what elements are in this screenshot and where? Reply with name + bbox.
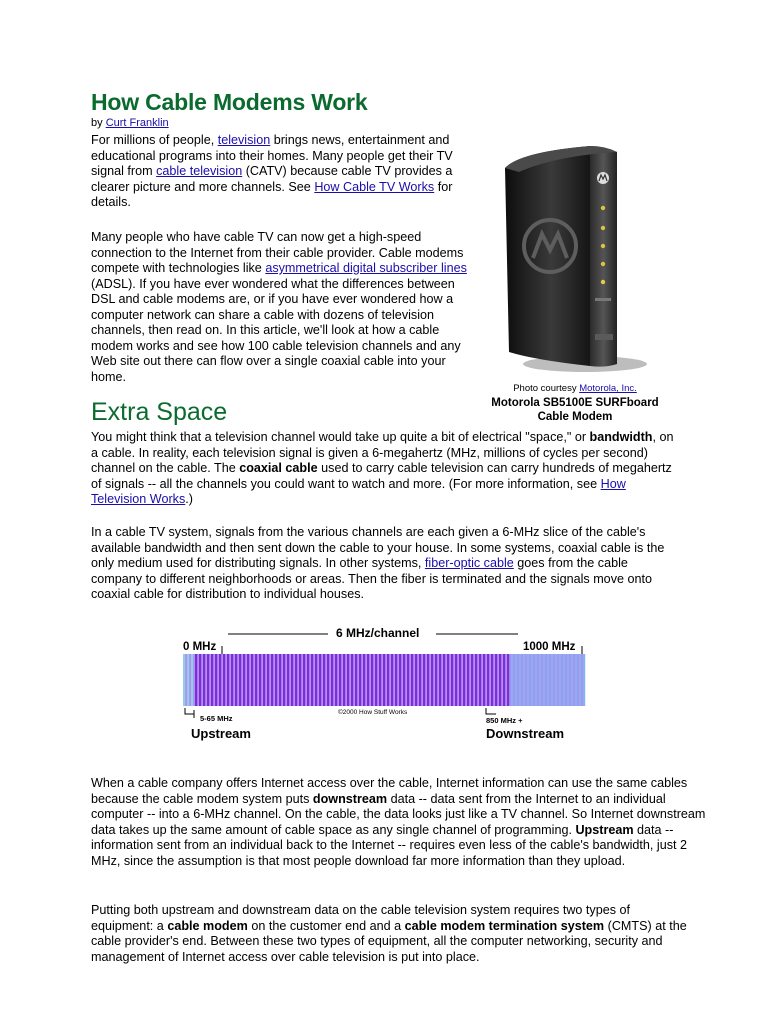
- downstream-stripe: [563, 654, 565, 706]
- text-run: In a cable TV system, signals from the various channels are each given a 6-MHz slice of the cable's available bandwidth and then sent down the cable to your house. In some systems, coaxial cable is the only medium used for distributing signals. In other systems,: [91, 525, 665, 570]
- channel-stripe: [371, 654, 373, 706]
- downstream-stripe: [531, 654, 533, 706]
- channel-stripe: [199, 654, 201, 706]
- modem-photo: [495, 138, 655, 378]
- inline-link[interactable]: asymmetrical digital subscriber lines: [265, 261, 467, 275]
- channel-stripe: [347, 654, 349, 706]
- inline-link[interactable]: How Cable TV Works: [314, 179, 435, 194]
- channel-stripe: [423, 654, 425, 706]
- channel-stripe: [335, 654, 337, 706]
- downstream-stripe: [539, 654, 541, 706]
- downstream-stripe: [579, 654, 581, 706]
- bold-term: cable modem termination system: [404, 918, 605, 933]
- upstream-stripe: [187, 654, 189, 706]
- channel-stripe: [503, 654, 505, 706]
- channel-stripe: [339, 654, 341, 706]
- text-run: on the customer end and a: [247, 918, 405, 933]
- channel-stripe: [403, 654, 405, 706]
- downstream-stripe: [523, 654, 525, 706]
- channel-stripe: [263, 654, 265, 706]
- channel-stripe: [487, 654, 489, 706]
- channel-stripe: [439, 654, 441, 706]
- downstream-stripe: [511, 654, 513, 706]
- channel-stripe: [367, 654, 369, 706]
- channel-stripe: [259, 654, 261, 706]
- channel-stripe: [491, 654, 493, 706]
- channel-stripe: [219, 654, 221, 706]
- downstream-stripe: [571, 654, 573, 706]
- inline-link[interactable]: How Television Works: [91, 476, 626, 506]
- channel-stripe: [295, 654, 297, 706]
- channel-stripe: [351, 654, 353, 706]
- channel-stripe: [239, 654, 241, 706]
- channel-stripe: [435, 654, 437, 706]
- channel-stripe: [251, 654, 253, 706]
- channel-stripe: [271, 654, 273, 706]
- downstream-range: 850 MHz +: [486, 716, 523, 725]
- channel-stripe: [327, 654, 329, 706]
- cable-modem-paragraph: [91, 230, 477, 385]
- channel-stripe: [323, 654, 325, 706]
- channel-stripe: [227, 654, 229, 706]
- channel-stripe: [431, 654, 433, 706]
- text-run: Putting both upstream and downstream data on the cable television system requires two types of equipment: a: [91, 903, 631, 933]
- downstream-stripe: [527, 654, 529, 706]
- channel-stripe: [211, 654, 213, 706]
- upstream-range: 5-65 MHz: [200, 714, 233, 723]
- channel-stripe: [427, 654, 429, 706]
- channel-stripe: [359, 654, 361, 706]
- channel-stripe: [275, 654, 277, 706]
- downstream-stripe: [519, 654, 521, 706]
- intro-paragraph: [91, 133, 474, 211]
- inline-link[interactable]: cable television: [156, 164, 243, 178]
- label-1000mhz: 1000 MHz: [523, 641, 576, 653]
- channel-stripe: [415, 654, 417, 706]
- bold-term: Upstream: [575, 822, 634, 837]
- text-run: goes from the cable company to different neighborhoods or areas. Then the fiber is terminated and the signals move onto coaxial cable for distribution to individual houses.: [91, 556, 652, 601]
- text-run: (ADSL). If you have ever wondered what the differences between DSL and cable modems are, or if you have ever wondered how a computer network can share a cable with dozens of television channels, then read on. In this article, we'll look at how a cable modem works and see how 100 cable television channels and any Web site out there can flow over a single coaxial cable into your home.: [91, 276, 461, 384]
- channel-stripe: [399, 654, 401, 706]
- channel-stripe: [379, 654, 381, 706]
- channel-stripe: [451, 654, 453, 706]
- channel-stripe: [375, 654, 377, 706]
- text-run: data -- data sent from the Internet to an individual computer -- into a 6-MHz channel. On the cable, the data looks just like a TV channel. So Internet downstream data takes up the same amount of cable space as any single channel of programming.: [91, 791, 706, 837]
- channel-stripe: [287, 654, 289, 706]
- channel-stripe: [455, 654, 457, 706]
- channel-stripe: [495, 654, 497, 706]
- upstream-stripe: [191, 654, 193, 706]
- downstream-stripe: [535, 654, 537, 706]
- channel-stripe: [387, 654, 389, 706]
- text-run: used to carry cable television can carry hundreds of megahertz of signals -- all the channels you could want to watch and more. (For more information, see: [91, 461, 672, 491]
- channel-stripe: [483, 654, 485, 706]
- channel-stripe: [407, 654, 409, 706]
- channel-stripe: [443, 654, 445, 706]
- channel-stripe: [343, 654, 345, 706]
- channel-stripe: [267, 654, 269, 706]
- text-run: Many people who have cable TV can now get a high-speed connection to the Internet from their cable provider. Cable modems compete with technologies like: [91, 230, 464, 275]
- channel-stripe: [479, 654, 481, 706]
- channel-stripe: [307, 654, 309, 706]
- inline-link[interactable]: television: [217, 133, 271, 147]
- channel-stripe: [463, 654, 465, 706]
- channel-stripe: [391, 654, 393, 706]
- channel-stripe: [203, 654, 205, 706]
- byline: [91, 117, 169, 130]
- channel-stripe: [303, 654, 305, 706]
- channel-stripe: [447, 654, 449, 706]
- text-run: for details.: [91, 179, 453, 209]
- text-run: For millions of people,: [91, 133, 218, 147]
- channel-stripe: [255, 654, 257, 706]
- channel-stripe: [243, 654, 245, 706]
- inline-link[interactable]: fiber-optic cable: [424, 556, 514, 570]
- channel-stripe: [215, 654, 217, 706]
- equipment-paragraph: [91, 903, 691, 965]
- channel-stripe: [383, 654, 385, 706]
- text-run: , on a cable. In reality, each television signal is given a 6-megahertz (MHz, millions of cycles per second) channel on the cable. The: [91, 430, 674, 475]
- downstream-stripe: [559, 654, 561, 706]
- downstream-label: Downstream: [486, 726, 565, 741]
- channel-stripe: [319, 654, 321, 706]
- channel-stripe: [395, 654, 397, 706]
- internet-paragraph: [91, 776, 706, 869]
- bandwidth-paragraph: [91, 430, 681, 508]
- channel-stripe: [315, 654, 317, 706]
- text-run: .): [185, 492, 193, 506]
- distribution-paragraph: [91, 525, 681, 603]
- text-run: When a cable company offers Internet access over the cable, Internet information can use the same cables because the cable modem system puts: [91, 776, 688, 806]
- section-title: Extra Space: [91, 398, 228, 426]
- channel-stripe: [355, 654, 357, 706]
- upstream-label: Upstream: [191, 726, 251, 741]
- article-title: How Cable Modems Work: [91, 89, 368, 115]
- downstream-stripe: [551, 654, 553, 706]
- channel-stripe: [363, 654, 365, 706]
- motorola-link[interactable]: Motorola, Inc.: [579, 383, 637, 394]
- label-6mhz-channel: 6 MHz/channel: [336, 626, 420, 640]
- downstream-stripe: [575, 654, 577, 706]
- channel-stripe: [331, 654, 333, 706]
- label-0mhz: 0 MHz: [183, 641, 217, 653]
- channel-stripe: [283, 654, 285, 706]
- downstream-stripe: [547, 654, 549, 706]
- downstream-stripe: [543, 654, 545, 706]
- text-run: (CMTS) at the cable provider's end. Between these two types of equipment, all the computer networking, security and management of Internet access over cable television is put into place.: [91, 918, 687, 964]
- downstream-stripe: [567, 654, 569, 706]
- bold-term: coaxial cable: [239, 461, 318, 475]
- channel-stripe: [499, 654, 501, 706]
- photo-caption: Motorola SB5100E SURFboard Cable Modem: [491, 397, 659, 423]
- photo-credit: Photo courtesy Motorola, Inc.: [513, 383, 637, 394]
- channel-stripe: [231, 654, 233, 706]
- channel-stripe: [291, 654, 293, 706]
- channel-stripe: [311, 654, 313, 706]
- byline-prefix: by: [91, 117, 106, 129]
- channel-stripe: [411, 654, 413, 706]
- channel-stripe: [299, 654, 301, 706]
- bold-term: cable modem: [167, 918, 248, 933]
- channel-stripe: [475, 654, 477, 706]
- bold-term: bandwidth: [589, 430, 653, 444]
- downstream-stripe: [583, 654, 585, 706]
- upstream-stripe: [183, 654, 185, 706]
- channel-stripe: [247, 654, 249, 706]
- channel-stripe: [207, 654, 209, 706]
- diagram-copyright: ©2000 How Stuff Works: [338, 709, 408, 716]
- channel-stripe: [419, 654, 421, 706]
- channel-stripe: [471, 654, 473, 706]
- channel-stripe: [195, 654, 197, 706]
- bold-term: downstream: [312, 791, 388, 806]
- channel-stripe: [459, 654, 461, 706]
- channel-bands: [183, 654, 585, 706]
- channel-stripe: [507, 654, 509, 706]
- text-run: brings news, entertainment and educational programs into their homes. Many people get their TV signal from: [91, 133, 453, 178]
- author-link[interactable]: Curt Franklin: [105, 117, 169, 129]
- channel-stripe: [223, 654, 225, 706]
- bandwidth-diagram: [178, 620, 598, 750]
- downstream-stripe: [515, 654, 517, 706]
- channel-stripe: [279, 654, 281, 706]
- channel-stripe: [235, 654, 237, 706]
- downstream-stripe: [555, 654, 557, 706]
- text-run: (CATV) because cable TV provides a clearer picture and more channels. See: [91, 164, 453, 194]
- text-run: You might think that a television channel would take up quite a bit of electrical "space," or: [91, 430, 590, 444]
- text-run: data -- information sent from an individual back to the Internet -- requires even less of the cable's bandwidth, just 2 MHz, since the assumption is that most people download far more information than they upload.: [91, 822, 688, 868]
- channel-stripe: [467, 654, 469, 706]
